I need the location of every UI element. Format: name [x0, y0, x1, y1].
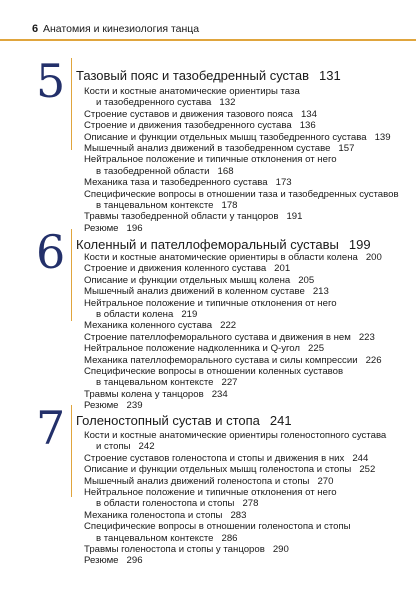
chapter-divider [71, 229, 72, 321]
entry-page: 239 [126, 400, 143, 412]
entry-title: Кости и костные анатомические ориентиры таза [84, 86, 300, 97]
entry-title: Кости и костные анатомические ориентиры в области колена [84, 252, 358, 263]
toc-entry[interactable] [84, 143, 404, 154]
entry-title-continued [84, 309, 404, 320]
entry-page: 191 [286, 211, 303, 223]
entry-page: 157 [338, 143, 355, 155]
toc-entry[interactable] [84, 320, 404, 331]
book-title: Анатомия и кинезиология танца [43, 23, 200, 35]
chapter-title-link[interactable] [76, 237, 371, 252]
entry-title-line2: в танцевальном контексте [96, 200, 214, 212]
chapter-number: 6 [36, 225, 66, 279]
entry-page: 286 [221, 532, 238, 544]
toc-entry[interactable] [84, 332, 404, 343]
toc-entry[interactable] [84, 275, 404, 286]
entry-title: Нейтральное положение и типичные отклонения от него [84, 297, 337, 309]
chapter-divider [71, 58, 72, 150]
toc-entry[interactable] [84, 132, 404, 143]
entry-title: Механика таза и тазобедренного сустава [84, 177, 268, 189]
entry-title-continued [84, 441, 404, 452]
entry-page: 196 [126, 222, 143, 234]
chapter-title: Тазовый пояс и тазобедренный сустав [76, 68, 310, 83]
entry-title-continued [84, 97, 404, 108]
entry-page: 136 [299, 120, 316, 132]
entry-title-line2: и тазобедренного сустава [96, 97, 212, 109]
entry-title-line2: в танцевальном контексте [96, 532, 214, 544]
chapter-page: 199 [348, 237, 371, 252]
entry-title: Травмы голеностопа и стопы у танцоров [84, 544, 265, 556]
entry-title: Кости и костные анатомические ориентиры голеностопного сустава [84, 430, 387, 441]
entry-page: 290 [272, 544, 289, 556]
chapter-divider [71, 405, 72, 497]
entry-title-line2: в тазобедренной области [96, 165, 210, 177]
chapter-number: 7 [36, 401, 66, 455]
toc-entry[interactable] [84, 343, 404, 354]
entry-page: 278 [242, 498, 259, 510]
toc-entry[interactable] [84, 453, 404, 464]
entry-title: Нейтральное положение и типичные отклонения от него [84, 154, 337, 166]
entry-list [84, 252, 404, 412]
entry-page: 252 [359, 464, 376, 476]
entry-title: Строение и движения коленного сустава [84, 263, 267, 275]
entry-title: Строение суставов и движения тазового пояса [84, 108, 293, 120]
entry-title-line2: в области колена [96, 309, 174, 321]
toc-entry[interactable] [84, 263, 404, 274]
entry-title-line2: и стопы [96, 441, 131, 453]
entry-title: Описание и функции отдельных мышц голеностопа и стопы [84, 464, 352, 476]
toc-entry[interactable] [84, 464, 404, 475]
toc-entry[interactable] [84, 223, 404, 234]
entry-title: Мышечный анализ движений в коленном суставе [84, 286, 305, 298]
toc-entry[interactable] [84, 286, 404, 297]
chapter-title: Голеностопный сустав и стопа [76, 413, 260, 428]
entry-title: Травмы колена у танцоров [84, 388, 204, 400]
entry-page: 173 [275, 177, 292, 189]
entry-title-line2: в танцевальном контексте [96, 377, 214, 389]
entry-page: 242 [138, 441, 155, 453]
chapter-number: 5 [36, 54, 66, 108]
entry-page: 227 [221, 377, 238, 389]
toc-entry[interactable] [84, 355, 404, 366]
entry-title: Строение пателлофеморального сустава и движения в нем [84, 331, 351, 343]
entry-title-continued [84, 498, 404, 509]
entry-page: 139 [374, 131, 391, 143]
toc-entry[interactable] [84, 109, 404, 120]
header-divider [0, 39, 416, 41]
entry-page: 200 [365, 252, 382, 263]
toc-entry[interactable] [84, 177, 404, 188]
toc-entry[interactable] [84, 476, 404, 487]
chapter-title: Коленный и пателлофеморальный суставы [76, 237, 339, 252]
toc-entry[interactable] [84, 487, 404, 510]
entry-list [84, 86, 404, 234]
entry-title: Специфические вопросы в отношении голеностопа и стопы [84, 521, 351, 533]
entry-page: 283 [230, 509, 247, 521]
entry-page: 219 [181, 309, 198, 321]
entry-title-continued [84, 377, 404, 388]
entry-title-line2: в области голеностопа и стопы [96, 498, 235, 510]
entry-page: 234 [211, 388, 228, 400]
entry-page: 134 [300, 108, 317, 120]
entry-title: Резюме [84, 400, 119, 412]
chapter-title-link[interactable] [76, 413, 292, 428]
page-number: 6 [32, 23, 39, 35]
entry-title: Резюме [84, 555, 119, 567]
entry-page: 213 [312, 286, 329, 298]
entry-page: 296 [126, 555, 143, 567]
entry-page: 223 [358, 331, 375, 343]
entry-title: Механика голеностопа и стопы [84, 509, 223, 521]
toc-entry[interactable] [84, 211, 404, 222]
toc-entry[interactable] [84, 154, 404, 177]
entry-page: 201 [274, 263, 291, 275]
toc-entry[interactable] [84, 544, 404, 555]
toc-entry[interactable] [84, 510, 404, 521]
toc-entry[interactable] [84, 366, 404, 389]
entry-title: Резюме [84, 222, 119, 234]
running-header [0, 0, 416, 46]
entry-list [84, 430, 404, 567]
entry-page: 244 [352, 452, 369, 464]
chapter-page: 131 [319, 68, 341, 83]
entry-page: 168 [217, 165, 234, 177]
entry-page: 205 [298, 274, 315, 286]
entry-page: 226 [365, 354, 382, 366]
entry-title: Специфические вопросы в отношении коленных суставов [84, 366, 344, 378]
toc-entry[interactable] [84, 555, 404, 566]
entry-page: 225 [308, 343, 325, 355]
toc-entry[interactable] [84, 252, 404, 263]
entry-title: Строение и движения тазобедренного сустава [84, 120, 292, 132]
entry-page: 178 [221, 200, 238, 212]
toc-entry[interactable] [84, 189, 404, 212]
entry-title-continued [84, 533, 404, 544]
chapter-page: 241 [269, 413, 292, 428]
toc-entry[interactable] [84, 120, 404, 131]
entry-title: Механика пателлофеморального сустава и силы компрессии [84, 354, 358, 366]
entry-title-continued [84, 200, 404, 211]
entry-page: 222 [220, 320, 237, 332]
toc-entry[interactable] [84, 86, 404, 109]
entry-title: Нейтральное положение и типичные отклонения от него [84, 487, 337, 499]
entry-title: Специфические вопросы в отношении таза и тазобедренных суставов [84, 188, 399, 200]
toc-entry[interactable] [84, 521, 404, 544]
chapter-title-link[interactable] [76, 68, 341, 83]
entry-title: Травмы тазобедренной области у танцоров [84, 211, 279, 223]
entry-page: 270 [317, 475, 334, 487]
toc-entry[interactable] [84, 389, 404, 400]
entry-page: 132 [219, 97, 236, 109]
entry-title: Нейтральное положение надколенника и Q-угол [84, 343, 301, 355]
toc-entry[interactable] [84, 430, 404, 453]
entry-title: Описание и функции отдельных мышц колена [84, 274, 291, 286]
entry-title-continued [84, 166, 404, 177]
entry-title: Описание и функции отдельных мышц тазобедренного сустава [84, 131, 367, 143]
entry-title: Мышечный анализ движений в тазобедренном суставе [84, 143, 331, 155]
entry-title: Мышечный анализ движений голеностопа и стопы [84, 475, 310, 487]
entry-title: Строение суставов голеностопа и стопы и движения в них [84, 452, 345, 464]
toc-entry[interactable] [84, 400, 404, 411]
entry-title: Механика коленного сустава [84, 320, 213, 332]
toc-entry[interactable] [84, 298, 404, 321]
